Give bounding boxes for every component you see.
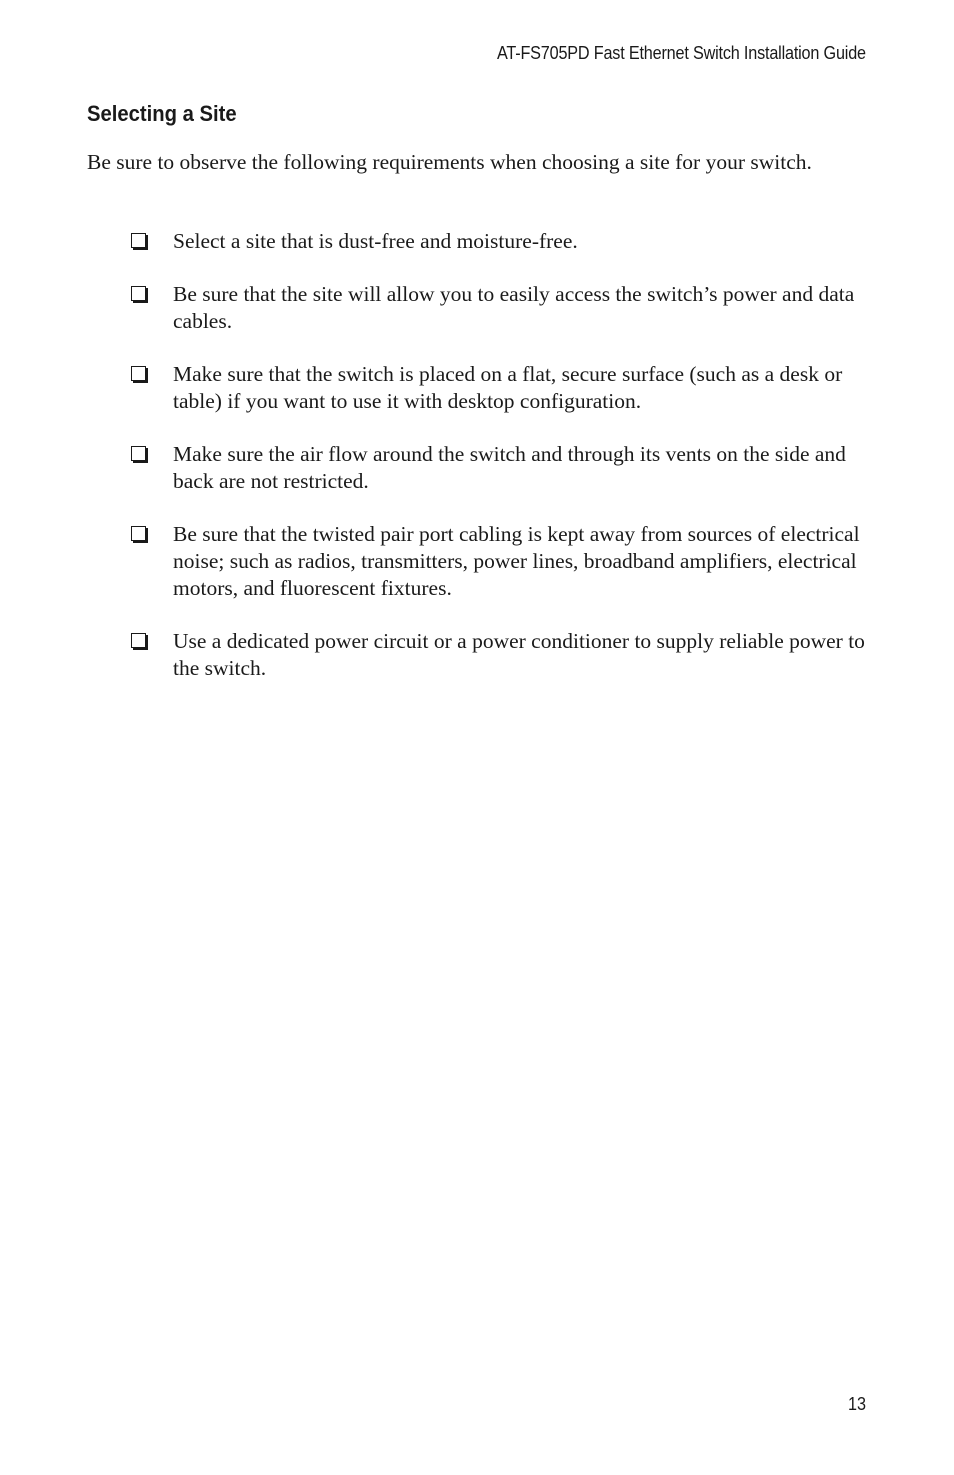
checkbox-icon bbox=[131, 526, 146, 541]
list-item-text: Use a dedicated power circuit or a power conditioner to supply reliable power to the switch. bbox=[173, 629, 865, 680]
list-item bbox=[129, 441, 869, 495]
list-item bbox=[129, 521, 869, 602]
list-item-text: Be sure that the site will allow you to easily access the switch’s power and data cables. bbox=[173, 282, 855, 333]
list-item-text: Make sure that the switch is placed on a flat, secure surface (such as a desk or table) if you want to use it with desktop configuration. bbox=[173, 362, 843, 413]
checkbox-icon bbox=[131, 633, 146, 648]
intro-paragraph: Be sure to observe the following requirements when choosing a site for your switch. bbox=[87, 150, 812, 174]
checkbox-icon bbox=[131, 286, 146, 301]
list-item-text: Make sure the air flow around the switch and through its vents on the side and back are not restricted. bbox=[173, 442, 846, 493]
list-item-text: Be sure that the twisted pair port cabling is kept away from sources of electrical noise; such as radios, transmitters, power lines, broadband amplifiers, electrical motors, and fluorescent fixtures. bbox=[173, 522, 860, 600]
checkbox-icon bbox=[131, 366, 146, 381]
list-item bbox=[129, 281, 869, 335]
list-item bbox=[129, 628, 869, 682]
list-item bbox=[129, 361, 869, 415]
requirements-list bbox=[129, 228, 869, 708]
section-title: Selecting a Site bbox=[87, 101, 237, 126]
page-number: 13 bbox=[847, 1394, 866, 1414]
list-item bbox=[129, 228, 869, 255]
checkbox-icon bbox=[131, 446, 146, 461]
running-header: AT-FS705PD Fast Ethernet Switch Installation Guide bbox=[497, 43, 866, 63]
checkbox-icon bbox=[131, 233, 146, 248]
list-item-text: Select a site that is dust-free and moisture-free. bbox=[173, 229, 578, 253]
